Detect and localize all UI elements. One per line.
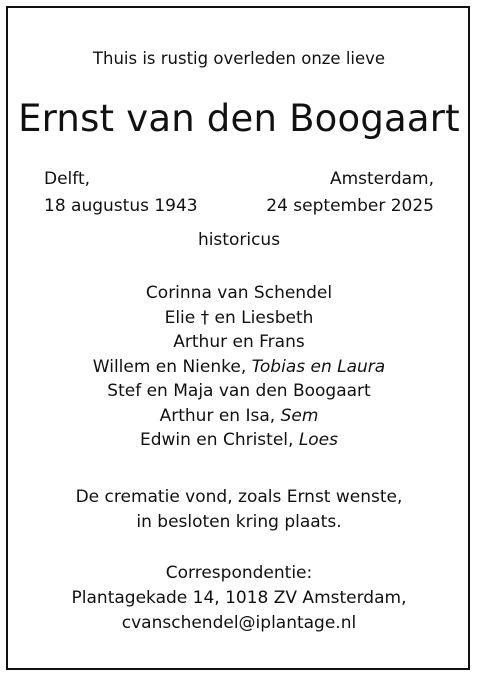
family-member xyxy=(0,379,478,404)
dates-block xyxy=(44,166,434,220)
profession: historicus xyxy=(197,230,281,250)
family-names: Arthur en Frans xyxy=(173,332,305,352)
cremation-note xyxy=(0,485,478,534)
correspondence-label: Correspondentie: xyxy=(165,563,313,583)
family-member xyxy=(0,404,478,429)
family-names: Arthur en Isa, xyxy=(159,405,281,426)
death-date: 24 september 2025 xyxy=(266,196,434,216)
family-names: Corinna van Schendel xyxy=(145,283,333,303)
death-place: Amsterdam, xyxy=(329,169,434,189)
cremation-line-2: in besloten kring plaats. xyxy=(136,511,342,532)
death-info xyxy=(266,166,434,220)
family-names: Stef en Maja van den Boogaart xyxy=(107,381,371,401)
family-children: Loes xyxy=(298,430,339,450)
family-names: Willem en Nienke, xyxy=(92,356,252,377)
family-member xyxy=(0,281,478,306)
family-names: Edwin en Christel, xyxy=(139,430,299,450)
family-member xyxy=(0,355,478,380)
family-children: Sem xyxy=(280,405,319,426)
correspondence-email: cvanschendel@iplantage.nl xyxy=(121,613,357,633)
intro-text: Thuis is rustig overleden onze lieve xyxy=(92,49,386,68)
family-names: Elie † en Liesbeth xyxy=(164,307,314,328)
family-member xyxy=(0,306,478,331)
birth-date: 18 augustus 1943 xyxy=(44,196,198,216)
family-children: Tobias en Laura xyxy=(251,356,386,377)
correspondence-block xyxy=(0,561,478,636)
family-list xyxy=(0,281,478,453)
cremation-line-1: De crematie vond, zoals Ernst wenste, xyxy=(75,487,403,507)
family-member xyxy=(0,428,478,453)
deceased-name: Ernst van den Boogaart xyxy=(18,97,460,140)
birth-place: Delft, xyxy=(44,169,91,189)
correspondence-address: Plantagekade 14, 1018 ZV Amsterdam, xyxy=(71,588,407,608)
birth-info xyxy=(44,166,198,220)
family-member xyxy=(0,330,478,355)
